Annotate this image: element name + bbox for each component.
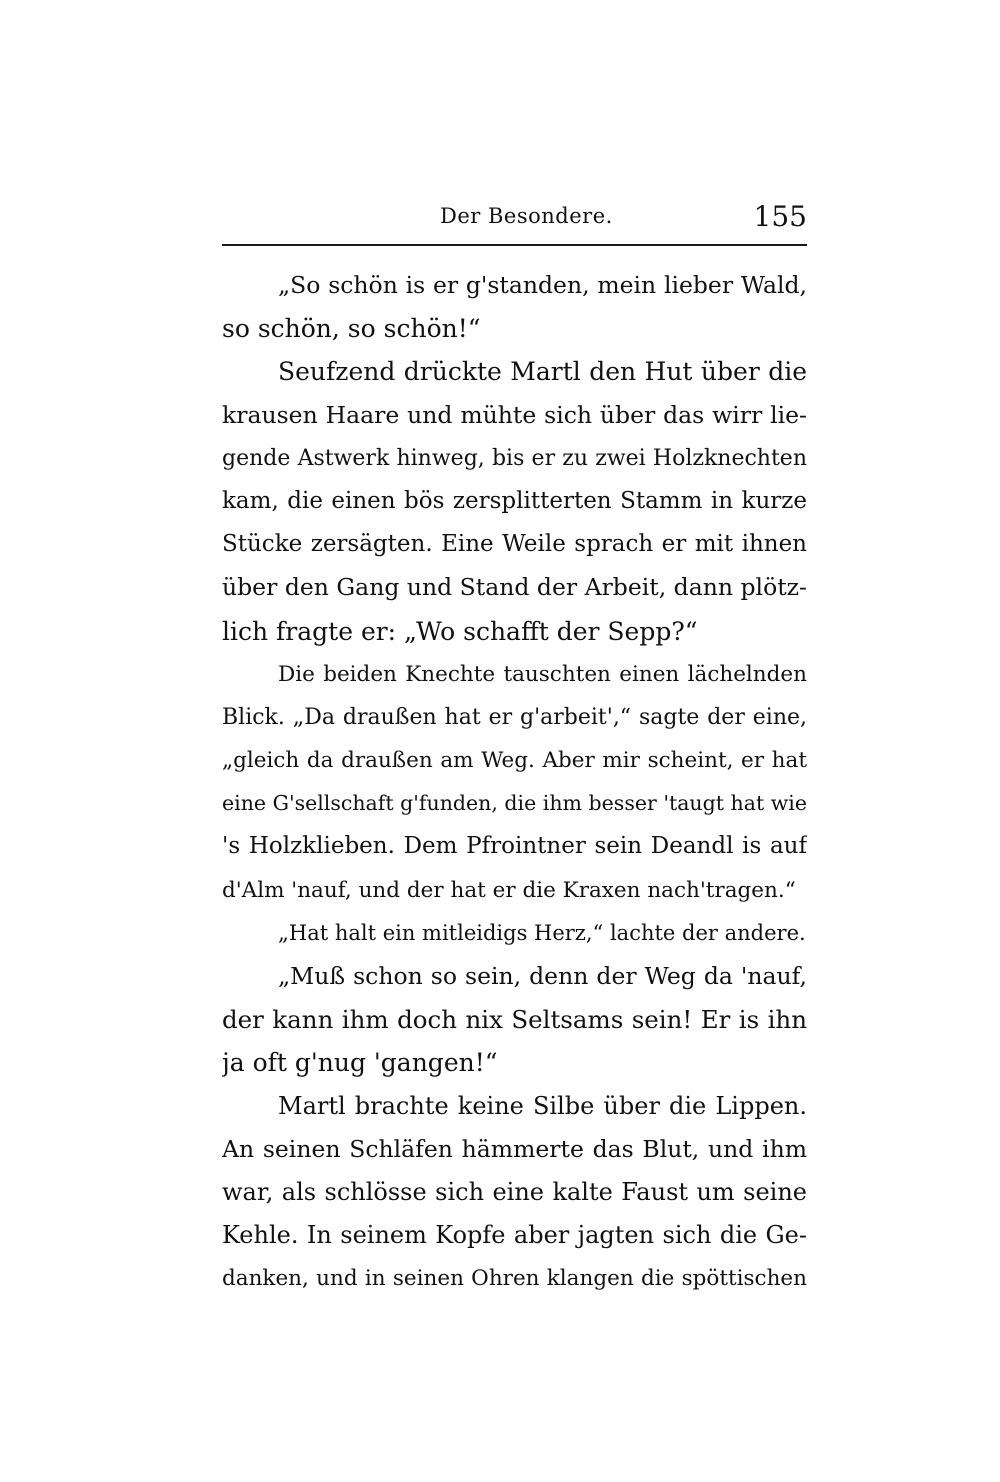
text-line: Seufzend drückte Martl den Hut über die	[278, 357, 807, 387]
page-number: 155	[753, 200, 807, 233]
text-line: „gleich da draußen am Weg. Aber mir scheint, er hat	[222, 748, 807, 774]
text-line: „Muß schon so sein, denn der Weg da 'nauf,	[278, 962, 807, 990]
running-head	[222, 200, 807, 236]
text-line: An seinen Schläfen hämmerte das Blut, und ihm	[222, 1134, 807, 1163]
text-line: Martl brachte keine Silbe über die Lippen.	[278, 1091, 807, 1120]
text-line: Stücke zersägten. Eine Weile sprach er mit ihnen	[222, 531, 807, 558]
text-line: gende Astwerk hinweg, bis er zu zwei Holzknechten	[222, 445, 807, 471]
text-line: lich fragte er: „Wo schafft der Sepp?“	[222, 616, 698, 646]
text-line: d'Alm 'nauf, und der hat er die Kraxen nach'tragen.“	[222, 877, 796, 903]
text-line: „So schön is er g'standen, mein lieber Wald,	[278, 271, 807, 299]
text-line: über den Gang und Stand der Arbeit, dann plötz-	[222, 573, 807, 602]
text-line: krausen Haare und mühte sich über das wirr lie-	[222, 400, 807, 429]
text-line: Kehle. In seinem Kopfe aber jagten sich die Ge-	[222, 1221, 807, 1250]
text-line: kam, die einen bös zersplitterten Stamm in kurze	[222, 487, 807, 514]
text-line: danken, und in seinen Ohren klangen die spöttischen	[222, 1266, 807, 1292]
text-line: Die beiden Knechte tauschten einen lächelnden	[278, 661, 807, 687]
running-title: Der Besondere.	[440, 204, 613, 228]
text-line: Blick. „Da draußen hat er g'arbeit',“ sagte der eine,	[222, 704, 807, 730]
header-rule	[222, 244, 807, 246]
text-line: „Hat halt ein mitleidigs Herz,“ lachte der andere.	[278, 920, 806, 945]
text-line: 's Holzklieben. Dem Pfrointner sein Deandl is auf	[222, 833, 807, 860]
text-line: der kann ihm doch nix Seltsams sein! Er is ihn	[222, 1005, 807, 1035]
text-line: ja oft g'nug 'gangen!“	[222, 1048, 498, 1078]
text-line: war, als schlösse sich eine kalte Faust um seine	[222, 1177, 807, 1206]
text-line: eine G'sellschaft g'funden, die ihm besser 'taugt hat wie	[222, 791, 807, 816]
body-text	[222, 264, 807, 1301]
text-line: so schön, so schön!“	[222, 314, 481, 344]
